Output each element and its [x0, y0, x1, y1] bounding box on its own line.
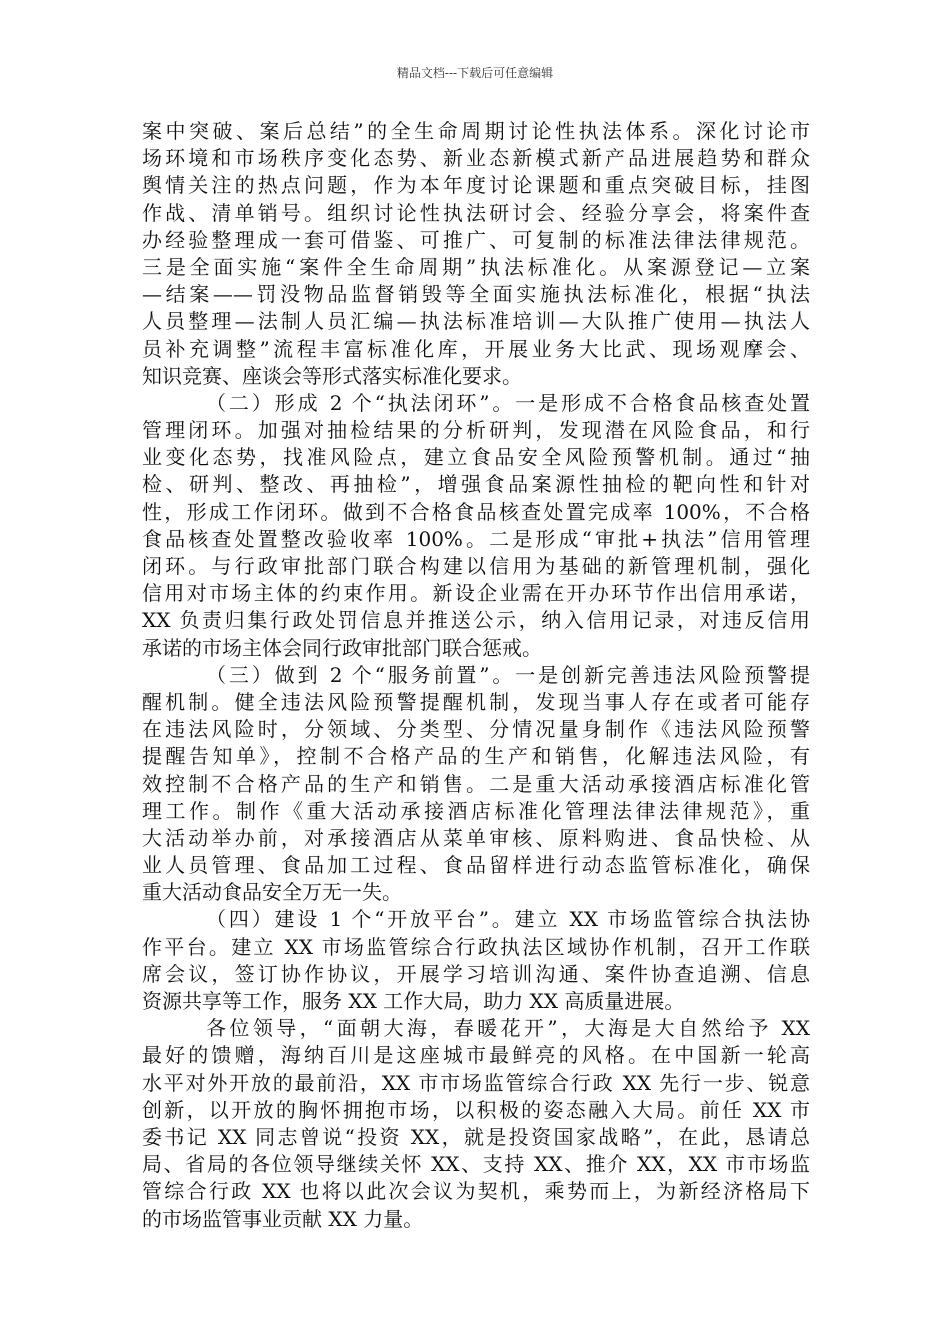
text-line: 大活动举办前，对承接酒店从菜单审核、原料购进、食品快检、从 [142, 825, 810, 850]
text-line: 性，形成工作闭环。做到不合格食品核查处置完成率 100%，不合格 [142, 499, 810, 524]
text-line: 检、研判、整改、再抽检”，增强食品案源性抽检的靶向性和针对 [142, 472, 810, 497]
text-line: 提醒告知单》，控制不合格产品的生产和销售，化解违法风险，有 [142, 744, 810, 769]
text-line: 食品核查处置整改验收率 100%。二是形成“审批+执法”信用管理 [142, 526, 810, 551]
text-line: —结案——罚没物品监督销毁等全面实施执法标准化，根据“执法 [142, 282, 810, 307]
text-line: 局、省局的各位领导继续关怀 XX、支持 XX、推介 XX，XX 市市场监 [142, 1152, 810, 1177]
text-line: 最好的馈赠，海纳百川是这座城市最鲜亮的风格。在中国新一轮高 [142, 1043, 810, 1068]
text-line: 资源共享等工作，服务 XX 工作大局，助力 XX 高质量进展。 [142, 989, 685, 1013]
text-line: （三）做到 2 个“服务前置”。一是创新完善违法风险预警提 [206, 662, 810, 687]
text-line: 作平台。建立 XX 市场监管综合行政执法区域协作机制，召开工作联 [142, 934, 810, 959]
text-line: 管理闭环。加强对抽检结果的分析研判，发现潜在风险食品，和行 [142, 418, 810, 443]
text-line: 员补充调整”流程丰富标准化库，开展业务大比武、现场观摩会、 [142, 336, 810, 361]
text-line: 水平对外开放的最前沿，XX 市市场监管综合行政 XX 先行一步、锐意 [142, 1070, 810, 1095]
text-line: 创新，以开放的胸怀拥抱市场，以积极的姿态融入大局。前任 XX 市 [142, 1097, 810, 1122]
text-line: 业人员管理、食品加工过程、食品留样进行动态监管标准化，确保 [142, 853, 810, 878]
text-line: 舆情关注的热点问题，作为本年度讨论课题和重点突破目标，挂图 [142, 173, 810, 198]
text-line: 管综合行政 XX 也将以此次会议为契机，乘势而上，为新经济格局下 [142, 1179, 810, 1204]
page-header: 精品文档---下载后可任意编辑 [396, 66, 554, 80]
text-line: 的市场监管事业贡献 XX 力量。 [142, 1206, 424, 1231]
text-line: 闭环。与行政审批部门联合构建以信用为基础的新管理机制，强化 [142, 554, 810, 578]
text-line: （四）建设 1 个“开放平台”。建立 XX 市场监管综合执法协 [206, 907, 810, 932]
text-line: 醒机制。健全违法风险预警提醒机制，发现当事人存在或者可能存 [142, 689, 810, 714]
text-line: XX 负责归集行政处罚信息并推送公示，纳入信用记录，对违反信用 [142, 608, 810, 633]
text-line: 信用对市场主体的约束作用。新设企业需在开办环节作出信用承诺， [142, 581, 810, 606]
text-line: 场环境和市场秩序变化态势、新业态新模式新产品进展趋势和群众 [142, 146, 810, 171]
text-line: 作战、清单销号。组织讨论性执法研讨会、经验分享会，将案件查 [142, 200, 810, 225]
text-line: 席会议，签订协作协议，开展学习培训沟通、案件协查追溯、信息 [142, 961, 810, 986]
text-line: 人员整理—法制人员汇编—执法标准培训—大队推广使用—执法人 [142, 309, 810, 334]
text-line: 委书记 XX 同志曾说“投资 XX，就是投资国家战略”，在此，恳请总 [142, 1124, 810, 1149]
text-line: 理工作。制作《重大活动承接酒店标准化管理法律法律规范》，重 [142, 798, 810, 823]
document-body [142, 118, 810, 1233]
text-line: 案中突破、案后总结”的全生命周期讨论性执法体系。深化讨论市 [142, 119, 810, 143]
text-line: 三是全面实施“案件全生命周期”执法标准化。从案源登记—立案 [142, 254, 810, 279]
text-line: 在违法风险时，分领域、分类型、分情况量身制作《违法风险预警 [142, 717, 810, 742]
text-line: 重大活动食品安全万无一失。 [142, 880, 402, 905]
text-line: 办经验整理成一套可借鉴、可推广、可复制的标准法律法律规范。 [142, 227, 810, 252]
text-line: 承诺的市场主体会同行政审批部门联合惩戒。 [142, 635, 542, 660]
text-line: （二）形成 2 个“执法闭环”。一是形成不合格食品核查处置 [206, 390, 810, 415]
text-line: 效控制不合格产品的生产和销售。二是重大活动承接酒店标准化管 [142, 771, 810, 796]
text-line: 各位领导，“面朝大海，春暖花开”，大海是大自然给予 XX [206, 1016, 810, 1041]
text-line: 知识竞赛、座谈会等形式落实标准化要求。 [142, 363, 522, 388]
text-line: 业变化态势，找准风险点，建立食品安全风险预警机制。通过“抽 [142, 445, 810, 470]
